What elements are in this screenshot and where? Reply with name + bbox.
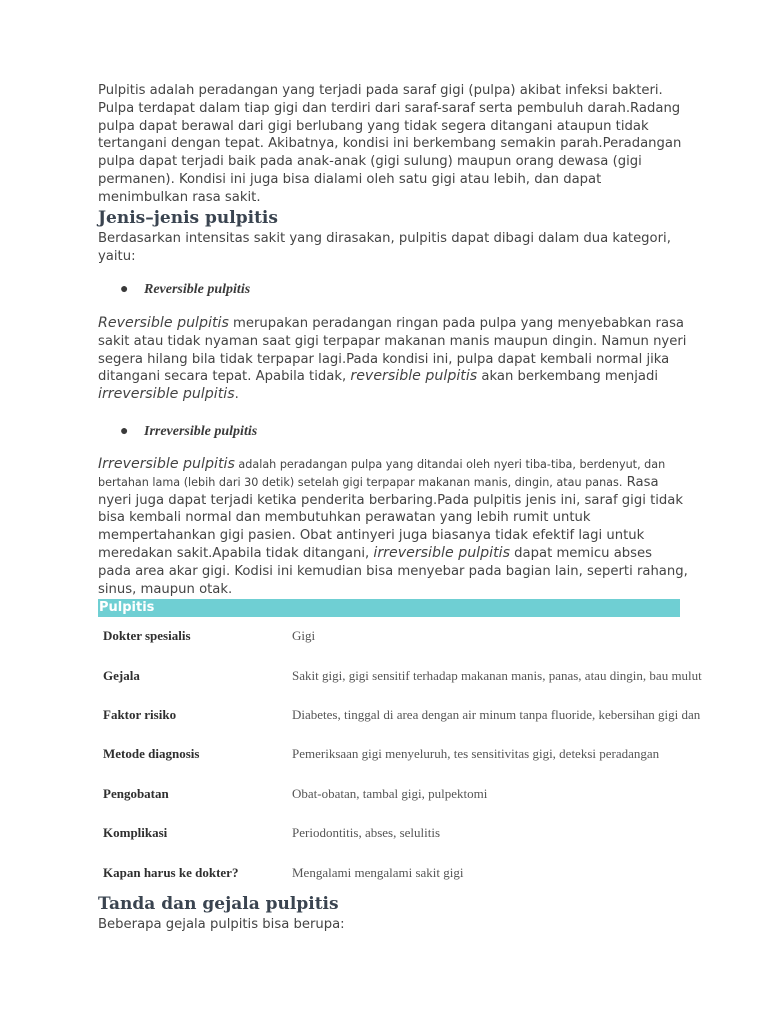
table-row-value: Pemeriksaan gigi menyeluruh, tes sensitivitas gigi, deteksi peradangan — [292, 746, 660, 761]
bullet-irreversible-label: Irreversible pulpitis — [144, 424, 258, 439]
table-row-value: Periodontitis, abses, selulitis — [292, 825, 441, 840]
irreversible-term-2: irreversible pulpitis — [373, 544, 510, 561]
table-row-key: Faktor risiko — [103, 707, 177, 722]
table-row-key: Pengobatan — [103, 786, 169, 801]
table-row-key: Kapan harus ke dokter? — [103, 865, 239, 880]
reversible-text-1: merupakan peradangan ringan pada pulpa yang menyebabkan rasa sakit atau tidak nyaman saat gigi terpapar makanan manis maupun dingin. Namun nyeri segera hilang bila tidak terpapar lagi.Pada kondisi ini, pulpa dapat kembali normal jika ditangani secara tepat. Apabila tidak, — [98, 316, 687, 385]
types-lead-paragraph: Berdasarkan intensitas sakit yang dirasakan, pulpitis dapat dibagi dalam dua kategori, yaitu: — [98, 231, 671, 264]
table-row-key: Gejala — [103, 668, 140, 683]
bullet-dot: ● — [120, 424, 129, 439]
table-row-key: Metode diagnosis — [103, 746, 200, 761]
bullet-reversible-label: Reversible pulpitis — [144, 282, 251, 297]
table-row — [0, 865, 768, 885]
types-heading: Jenis–jenis pulpitis — [98, 208, 278, 228]
table-row — [0, 668, 768, 688]
signs-lead-paragraph: Beberapa gejala pulpitis bisa berupa: — [98, 917, 345, 932]
table-row — [0, 628, 768, 648]
table-row-key: Komplikasi — [103, 825, 168, 840]
irreversible-text-1: Rasa nyeri juga dapat terjadi ketika penderita berbaring.Pada pulpitis jenis ini, saraf gigi tidak bisa kembali normal dan membutuhkan perawatan yang lebih rumit untuk mempertahankan gigi pasien. Obat antinyeri juga biasanya tidak efektif lagi untuk meredakan sakit.Apabila tidak ditangani, — [98, 474, 683, 561]
table-header-title: Pulpitis — [99, 600, 155, 615]
intro-paragraph: Pulpitis adalah peradangan yang terjadi pada saraf gigi (pulpa) akibat infeksi bakteri. Pulpa terdapat dalam tiap gigi dan terdiri dari saraf-saraf serta pembuluh darah.Radang pulpa dapat berawal dari gigi berlubang yang tidak segera ditangani ataupun tidak tertangani dengan tepat. Akibatnya, kondisi ini berkembang semakin parah.Peradangan pulpa dapat terjadi baik pada anak-anak (gigi sulung) maupun orang dewasa (gigi permanen). Kondisi ini juga bisa dialami oleh satu gigi atau lebih, dan dapat menimbulkan rasa sakit. — [98, 83, 682, 205]
table-row-value: Obat-obatan, tambal gigi, pulpektomi — [292, 786, 488, 801]
table-row-value: Sakit gigi, gigi sensitif terhadap makanan manis, panas, atau dingin, bau mulut — [292, 668, 702, 683]
table-row-key: Dokter spesialis — [103, 628, 191, 643]
bullet-dot: ● — [120, 282, 129, 297]
table-row — [0, 746, 768, 766]
table-row-value: Mengalami mengalami sakit gigi — [292, 865, 464, 880]
irreversible-paragraph — [98, 456, 688, 598]
signs-heading: Tanda dan gejala pulpitis — [98, 894, 339, 914]
irreversible-text-2: dapat memicu abses pada area akar gigi. Kodisi ini kemudian bisa menyebar pada bagian lain, seperti rahang, sinus, maupun otak. — [98, 545, 688, 597]
table-row-value: Gigi — [292, 628, 316, 643]
bullet-reversible — [120, 282, 250, 298]
reversible-text-2: akan berkembang menjadi — [477, 369, 659, 385]
table-row — [0, 786, 768, 806]
bullet-irreversible — [120, 424, 257, 440]
table-header-bar — [98, 599, 680, 617]
reversible-paragraph — [98, 315, 688, 404]
reversible-term-3: irreversible pulpitis — [98, 386, 235, 403]
table-row — [0, 707, 768, 727]
reversible-text-3: . — [234, 387, 239, 403]
reversible-term-2: reversible pulpitis — [350, 368, 478, 385]
table-row — [0, 825, 768, 845]
reversible-term: Reversible pulpitis — [98, 315, 229, 331]
irreversible-small-text: adalah peradangan pulpa yang ditandai oleh nyeri tiba-tiba, berdenyut, dan bertahan lama (lebih dari 30 detik) setelah gigi terpapar makanan manis, dingin, atau panas. — [98, 458, 666, 489]
irreversible-term: Irreversible pulpitis — [98, 456, 235, 472]
table-row-value: Diabetes, tinggal di area dengan air minum tanpa fluoride, kebersihan gigi dan — [292, 707, 701, 722]
